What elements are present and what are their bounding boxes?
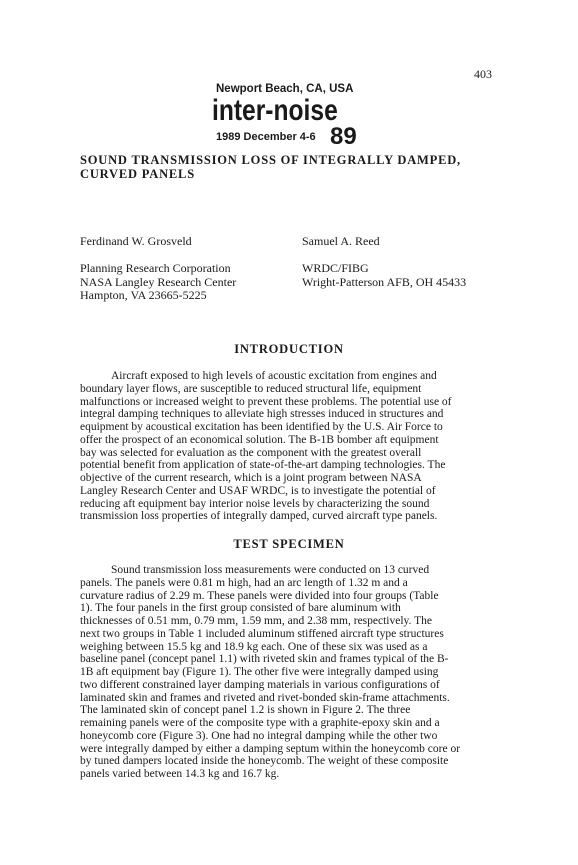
paragraph-line: boundary layer flows, are susceptible to reduced structural life, equipment	[80, 382, 422, 395]
paragraph-line: panels varied between 14.3 kg and 16.7 kg.	[80, 768, 280, 780]
page-number: 403	[474, 67, 492, 81]
author-affiliation	[302, 262, 466, 289]
affiliation-line: Hampton, VA 23665-5225	[80, 288, 207, 302]
introduction-paragraph	[80, 370, 500, 523]
paragraph-line: baseline panel (concept panel 1.1) with riveted skin and frames typical of the B-	[80, 653, 449, 666]
conference-date: 1989 December 4-6	[216, 131, 316, 143]
affiliation-line: NASA Langley Research Center	[80, 274, 237, 289]
section-heading-introduction: INTRODUCTION	[234, 342, 344, 356]
paragraph-line: two different constrained layer damping materials in various configurations of	[80, 678, 440, 691]
paper-title: SOUND TRANSMISSION LOSS OF INTEGRALLY DAMPED, CURVED PANELS	[80, 153, 461, 181]
author-name: Ferdinand W. Grosveld	[80, 234, 192, 248]
paragraph-line: The laminated skin of concept panel 1.2 is shown in Figure 2. The three	[80, 704, 411, 717]
paragraph-line: remaining panels were of the composite type with a graphite-epoxy skin and a	[80, 717, 440, 729]
conference-logo: inter-noise	[212, 94, 338, 127]
paragraph-line: thicknesses of 0.51 mm, 0.79 mm, 1.59 mm, and 2.38 mm, respectively. The	[80, 615, 432, 627]
paragraph-line: weighing between 15.5 kg and 18.9 kg each. One of these six was used as a	[80, 640, 428, 653]
author-name: Samuel A. Reed	[302, 234, 380, 248]
paragraph-line: transmission loss properties of integrally damped, curved aircraft type panels.	[80, 510, 438, 523]
paragraph-line: malfunctions or increased weight to prevent these problems. The potential use of	[80, 395, 452, 408]
section-heading-test-specimen: TEST SPECIMEN	[233, 537, 345, 551]
paragraph-line: reducing aft equipment bay interior noise levels by characterizing the sound	[80, 497, 430, 510]
affiliation-line: WRDC/FIBG	[302, 261, 369, 275]
conference-location: Newport Beach, CA, USA	[216, 83, 354, 95]
paragraph-line: Sound transmission loss measurements were conducted on 13 curved	[111, 564, 430, 576]
paragraph-line: objective of the current research, which is a joint program between NASA	[80, 472, 422, 484]
affiliation-line: Planning Research Corporation	[80, 261, 231, 275]
paragraph-line: curvature radius of 2.29 m. These panels were divided into four groups (Table	[80, 589, 439, 602]
paragraph-line: next two groups in Table 1 included aluminum stiffened aircraft type structures	[80, 627, 444, 640]
paragraph-line: Langley Research Center and USAF WRDC, is to investigate the potential of	[80, 484, 436, 497]
paragraph-line: potential benefit from application of state-of-the-art damping technologies. The	[80, 459, 446, 472]
paragraph-line: 1). The four panels in the first group consisted of bare aluminum with	[80, 602, 401, 615]
paragraph-line: honeycomb core (Figure 3). One had no integral damping while the other two	[80, 729, 438, 742]
paragraph-line: by tuned dampers located inside the honeycomb. The weight of these composite	[80, 755, 449, 768]
paragraph-line: Aircraft exposed to high levels of acoustic excitation from engines and	[111, 370, 437, 382]
paragraph-line: equipment by acoustical excitation has been identified by the U.S. Air Force to	[80, 421, 443, 433]
paragraph-line: 1B aft equipment bay (Figure 1). The other five were integrally damped using	[80, 666, 439, 678]
paragraph-line: were integrally damped by either a damping septum within the honeycomb core or	[80, 742, 461, 755]
paragraph-line: offer the prospect of an economical solution. The B-1B bomber aft equipment	[80, 433, 439, 446]
conference-year-mark: 89	[330, 123, 357, 150]
author-affiliation	[80, 262, 236, 303]
paragraph-line: panels. The panels were 0.81 m high, had an arc length of 1.32 m and a	[80, 576, 408, 589]
affiliation-line: Wright-Patterson AFB, OH 45433	[302, 274, 467, 289]
paragraph-line: bay was selected for evaluation as the component with the greatest overall	[80, 446, 422, 459]
paragraph-line: laminated skin and frames and riveted and rivet-bonded skin-frame attachments.	[80, 691, 450, 704]
test-specimen-paragraph	[80, 564, 500, 781]
paragraph-line: integral damping techniques to alleviate high stresses induced in structures and	[80, 408, 444, 421]
